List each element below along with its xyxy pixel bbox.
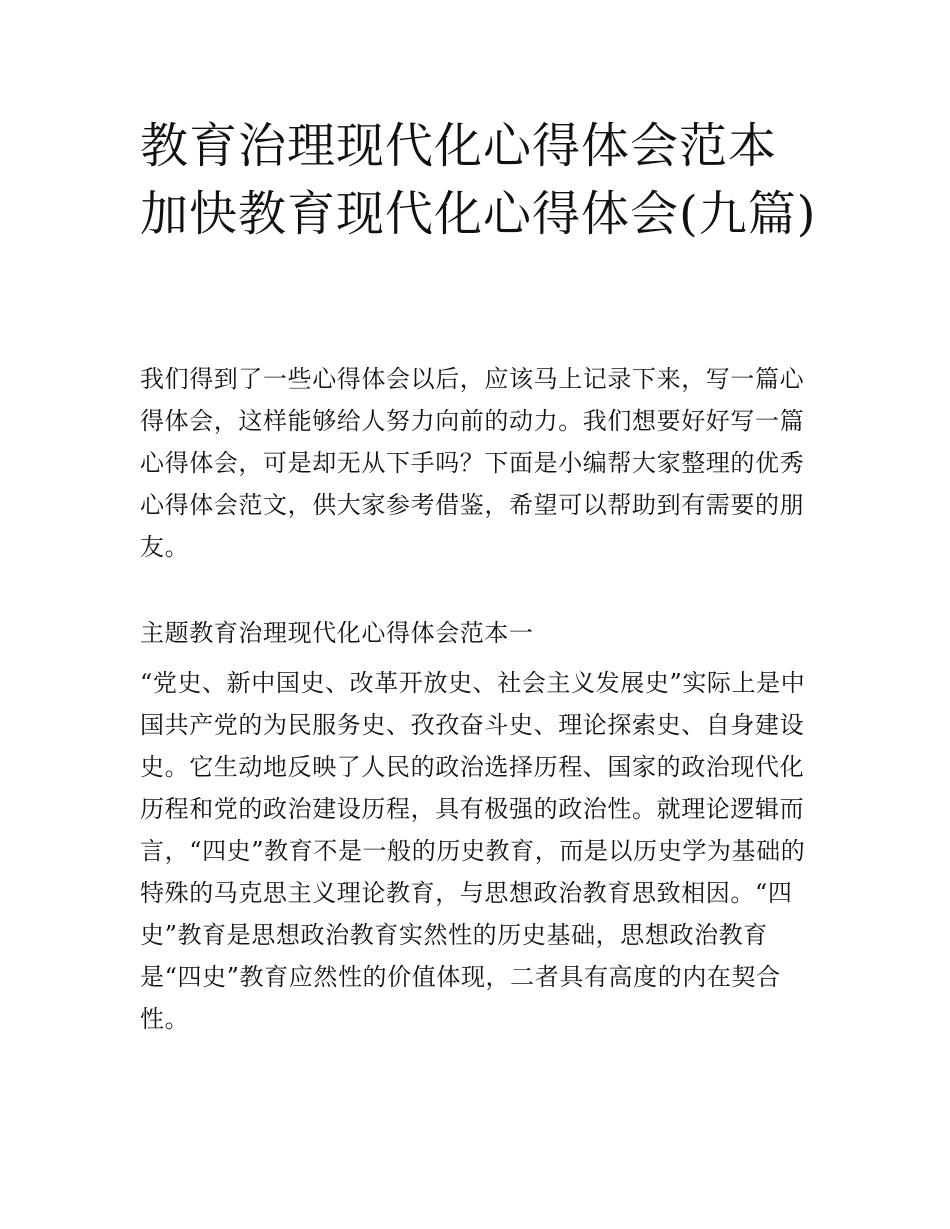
document-title: 教育治理现代化心得体会范本加快教育现代化心得体会(九篇) [140, 118, 817, 242]
intro-paragraph: 我们得到了一些心得体会以后，应该马上记录下来，写一篇心得体会，这样能够给人努力向前的动力。我们想要好好写一篇心得体会，可是却无从下手吗？下面是小编帮大家整理的优秀心得体会范文，供大家参考借鉴，希望可以帮助到有需要的朋友。 [140, 365, 805, 561]
section-title: 主题教育治理现代化心得体会范本一 [140, 619, 534, 647]
body-paragraph: “党史、新中国史、改革开放史、社会主义发展史”实际上是中国共产党的为民服务史、孜孜奋斗史、理论探索史、自身建设史。它生动地反映了人民的政治选择历程、国家的政治现代化历程和党的政治建设历程，具有极强的政治性。就理论逻辑而言，“四史”教育不是一般的历史教育，而是以历史学为基础的特殊的马克思主义理论教育，与思想政治教育思致相因。“四史”教育是思想政治教育实然性的历史基础，思想政治教育是“四史”教育应然性的价值体现，二者具有高度的内在契合性。 [140, 669, 806, 1033]
